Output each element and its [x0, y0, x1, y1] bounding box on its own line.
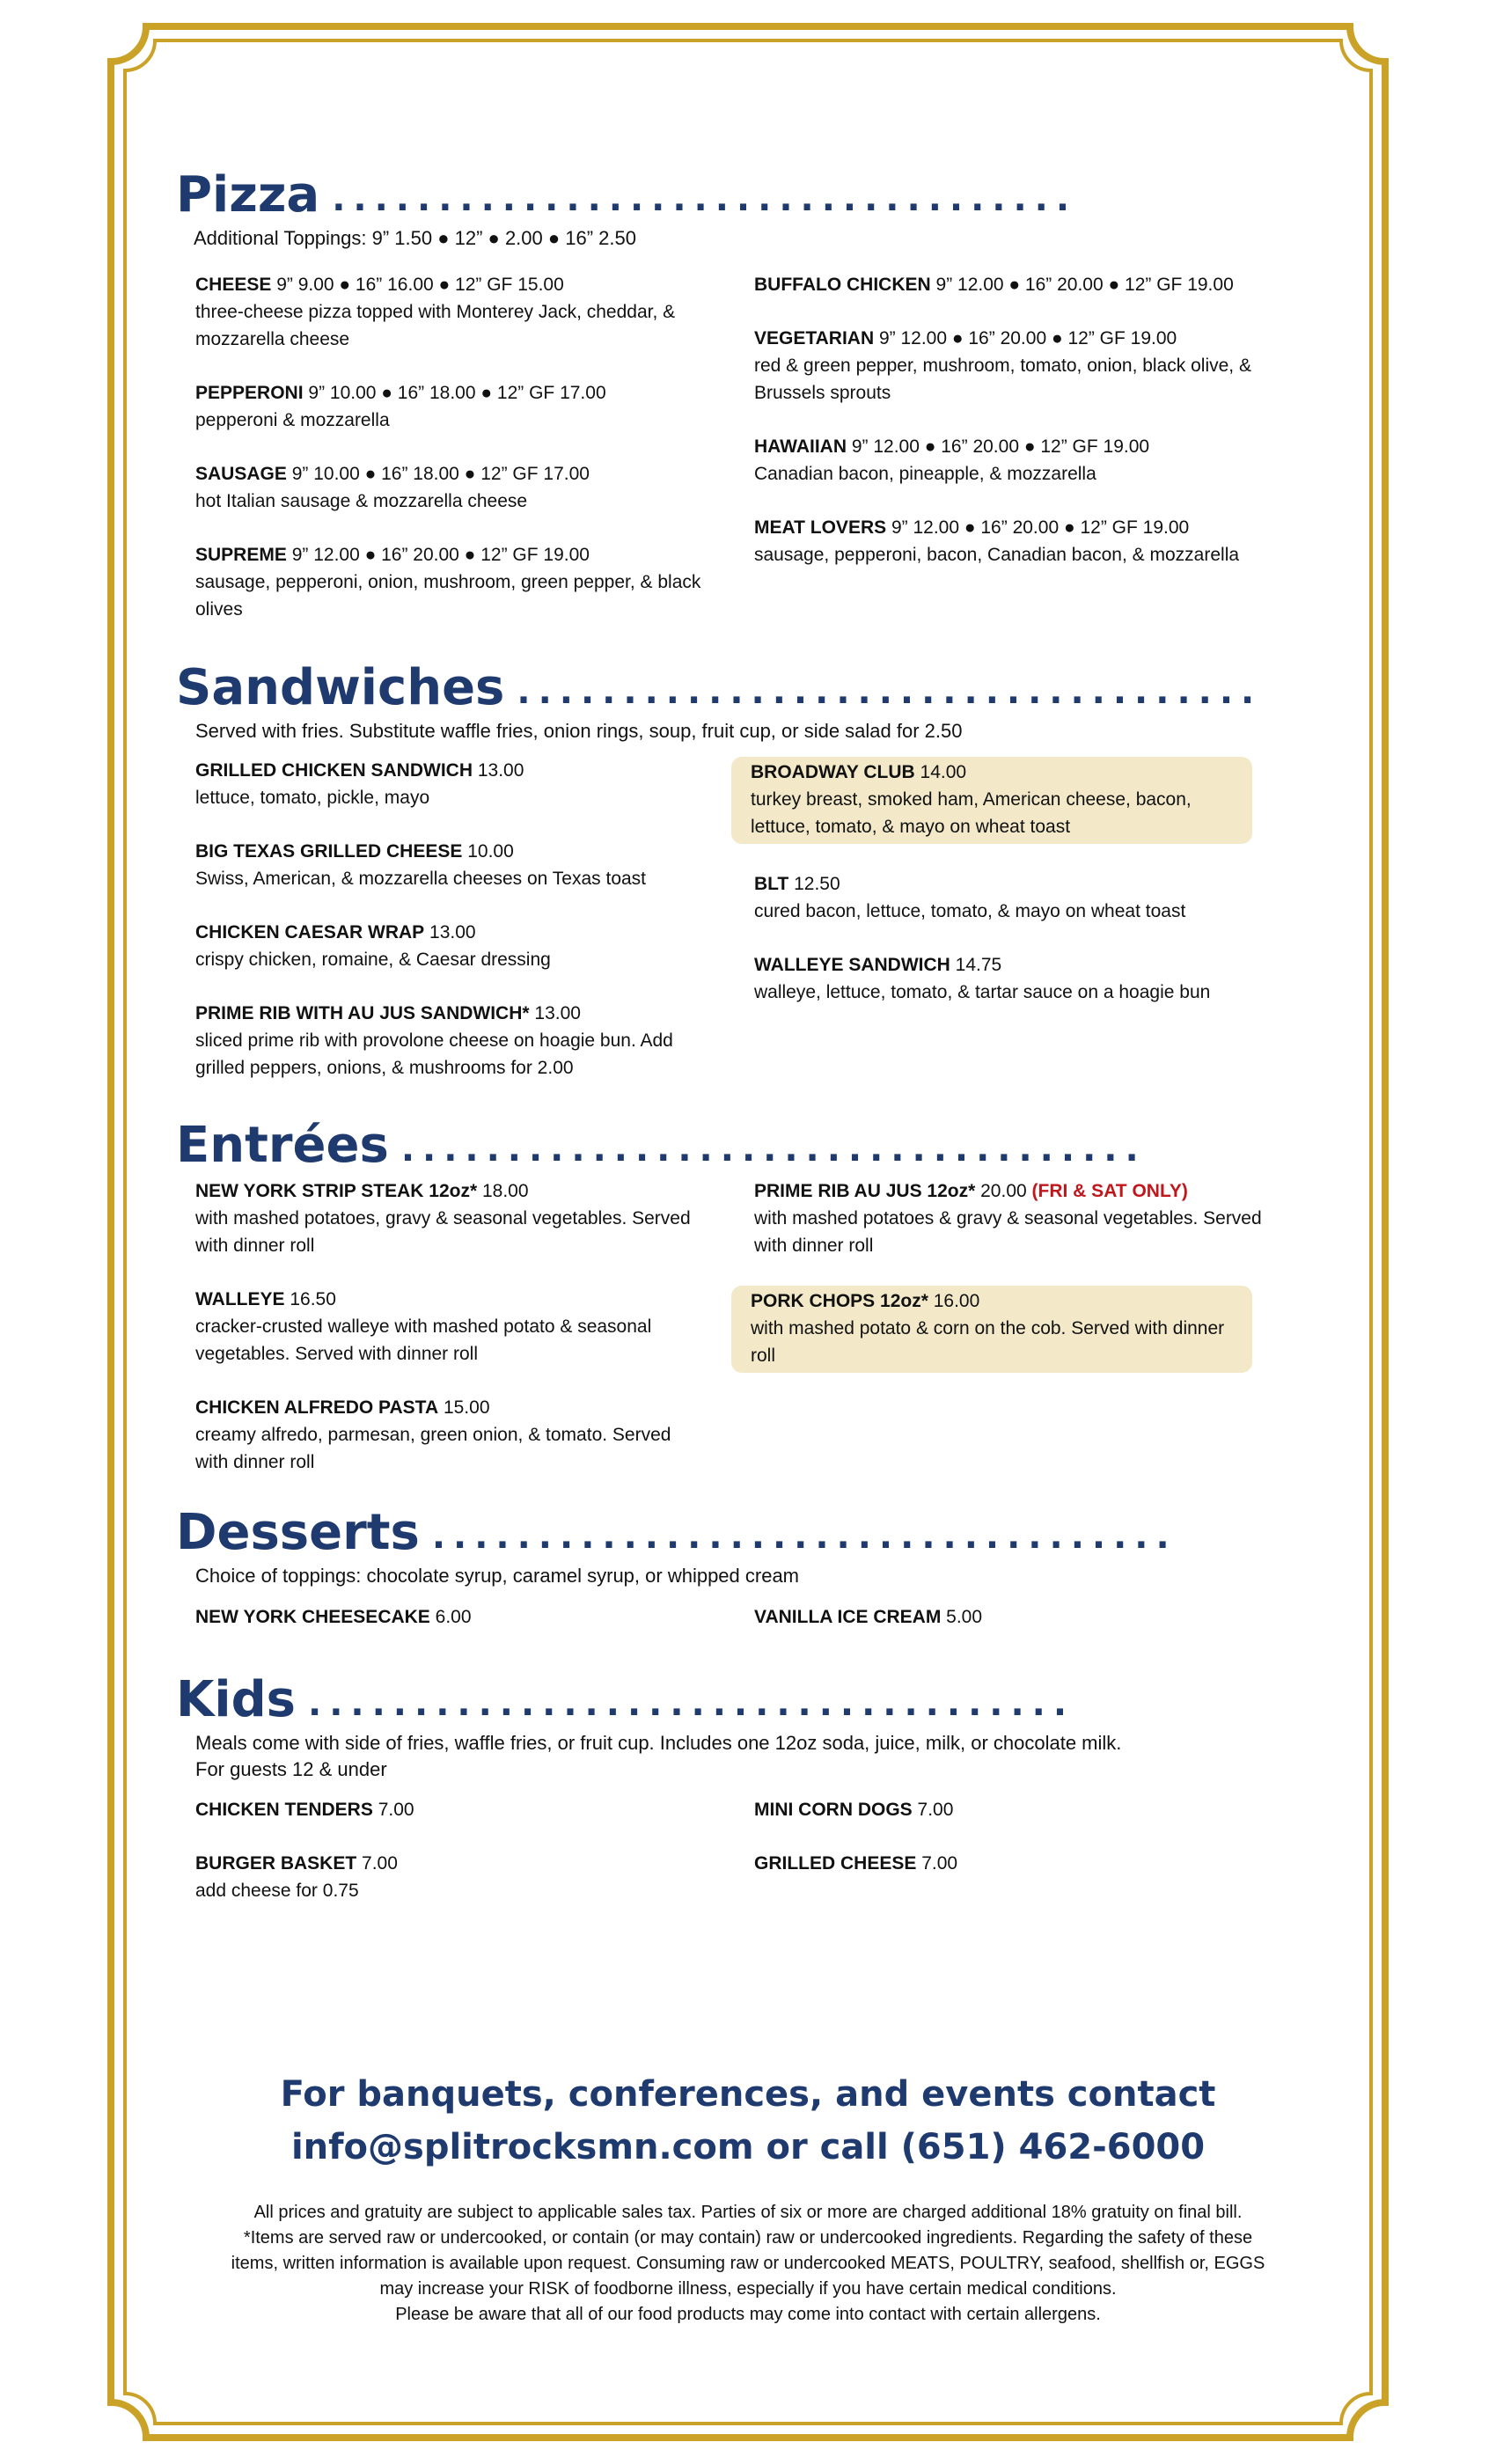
desserts-toppings-note: Choice of toppings: chocolate syrup, caramel syrup, or whipped cream [195, 1565, 800, 1587]
sandwiches-sides-note: Served with fries. Substitute waffle fries, onion rings, soup, fruit cup, or side salad for 2.50 [195, 720, 963, 742]
disclaimer-line: may increase your RISK of foodborne illness, especially if you have certain medical conditions. [379, 2279, 1117, 2299]
contact-line-1: For banquets, conferences, and events contact [280, 2074, 1216, 2115]
entrees-left-column [176, 1177, 726, 1502]
kids-title: Kids [176, 1671, 297, 1725]
desserts-heading [176, 1487, 1285, 1558]
contact-line-2[interactable]: info@splitrocksmn.com or call (651) 462-6000 [290, 2127, 1206, 2167]
pizza-right-column [735, 271, 1285, 649]
dot-leader: ................................... [332, 181, 1078, 219]
availability-note: (FRI & SAT ONLY) [1031, 1181, 1188, 1201]
disclaimer-line: *Items are served raw or undercooked, or contain (or may contain) raw or undercooked ingredients. Regarding the safety of these [243, 2228, 1253, 2248]
disclaimer-line: All prices and gratuity are subject to applicable sales tax. Parties of six or more are charged additional 18% gratuity on final bill. [253, 2203, 1243, 2222]
pizza-left-column [176, 271, 726, 649]
kids-meal-note: Meals come with side of fries, waffle fries, or fruit cup. Includes one 12oz soda, juice, milk, or chocolate milk. For guests 12 & under [195, 1732, 1122, 1780]
menu-item-prime-rib-au-jus: PRIME RIB AU JUS 12oz* 20.00 (FRI & SAT ONLY) with mashed potatoes & gravy & seasonal vegetables. Served with dinner roll [754, 1181, 1262, 1256]
disclaimer-line: Please be aware that all of our food products may come into contact with certain allergens. [395, 2305, 1101, 2324]
pizza-heading [176, 150, 1285, 220]
menu-item-pepperoni-pizza: PEPPERONI 9” 10.00 ● 16” 18.00 ● 12” GF 17.00 pepperoni & mozzarella [195, 382, 606, 430]
kids-right-column [735, 1796, 1285, 1931]
desserts-right-column [735, 1603, 1285, 1657]
events-contact [0, 2068, 1496, 2174]
entrees-right-column [735, 1177, 1285, 1502]
menu-item-buffalo-chicken-pizza: BUFFALO CHICKEN 9” 12.00 ● 16” 20.00 ● 12” GF 19.00 [754, 274, 1234, 295]
menu-item-sausage-pizza: SAUSAGE 9” 10.00 ● 16” 18.00 ● 12” GF 17.00 hot Italian sausage & mozzarella cheese [195, 463, 590, 511]
menu-item-big-texas-grilled-cheese: BIG TEXAS GRILLED CHEESE 10.00 Swiss, American, & mozzarella cheeses on Texas toast [195, 840, 647, 889]
menu-item-pork-chops-featured: PORK CHOPS 12oz* 16.00 with mashed potato & corn on the cob. Served with dinner roll [731, 1286, 1252, 1373]
entrees-heading [176, 1100, 1285, 1170]
menu-item-meat-lovers-pizza: MEAT LOVERS 9” 12.00 ● 16” 20.00 ● 12” GF 19.00 sausage, pepperoni, bacon, Canadian bacon, & mozzarella [754, 517, 1240, 565]
menu-item-walleye-entree: WALLEYE 16.50 cracker-crusted walleye with mashed potato & seasonal vegetables. Served with dinner roll [195, 1289, 652, 1364]
menu-item-hawaiian-pizza: HAWAIIAN 9” 12.00 ● 16” 20.00 ● 12” GF 19.00 Canadian bacon, pineapple, & mozzarella [754, 436, 1150, 484]
dot-leader: ................................... [517, 674, 1263, 712]
menu-item-blt: BLT 12.50 cured bacon, lettuce, tomato, & mayo on wheat toast [754, 873, 1186, 921]
sandwiches-right-column [735, 757, 1285, 1108]
entrees-title: Entrées [176, 1117, 389, 1170]
desserts-section [176, 1487, 1285, 1657]
menu-item-new-york-cheesecake: NEW YORK CHEESECAKE 6.00 [195, 1606, 472, 1627]
menu-item-mini-corn-dogs: MINI CORN DOGS 7.00 [754, 1800, 954, 1821]
menu-item-prime-rib-sandwich: PRIME RIB WITH AU JUS SANDWICH* 13.00 sliced prime rib with provolone cheese on hoagie bun. Add grilled peppers, onions, & mushrooms for 2.00 [195, 1002, 673, 1078]
pizza-toppings-note: Additional Toppings: 9” 1.50 ● 12” ● 2.00 ● 16” 2.50 [194, 227, 637, 249]
menu-item-supreme-pizza: SUPREME 9” 12.00 ● 16” 20.00 ● 12” GF 19.00 sausage, pepperoni, onion, mushroom, green pepper, & black olives [195, 544, 701, 620]
pizza-title: Pizza [176, 166, 320, 220]
sandwiches-section [176, 642, 1285, 1108]
menu-item-new-york-strip-steak: NEW YORK STRIP STEAK 12oz* 18.00 with mashed potatoes, gravy & seasonal vegetables. Served with dinner roll [195, 1181, 691, 1256]
kids-left-column [176, 1796, 726, 1931]
dot-leader: .................................... [308, 1686, 1075, 1724]
menu-item-cheese-pizza: CHEESE 9” 9.00 ● 16” 16.00 ● 12” GF 15.00 three-cheese pizza topped with Monterey Jack, cheddar, & mozzarella cheese [195, 274, 676, 349]
dot-leader: ................................... [400, 1132, 1147, 1170]
desserts-title: Desserts [176, 1504, 420, 1558]
menu-item-grilled-chicken-sandwich: GRILLED CHICKEN SANDWICH 13.00 lettuce, tomato, pickle, mayo [195, 759, 524, 808]
entrees-section [176, 1100, 1285, 1502]
kids-heading [176, 1654, 1285, 1725]
sandwiches-left-column [176, 757, 726, 1108]
sandwiches-title: Sandwiches [176, 659, 505, 713]
kids-section [176, 1654, 1285, 1931]
menu-item-walleye-sandwich: WALLEYE SANDWICH 14.75 walleye, lettuce, tomato, & tartar sauce on a hoagie bun [754, 954, 1211, 1002]
dot-leader: ................................... [431, 1519, 1177, 1557]
menu-item-broadway-club-featured: BROADWAY CLUB 14.00 turkey breast, smoked ham, American cheese, bacon, lettuce, tomato, & mayo on wheat toast [731, 757, 1252, 844]
menu-item-vanilla-ice-cream: VANILLA ICE CREAM 5.00 [754, 1606, 983, 1627]
menu-item-kids-grilled-cheese: GRILLED CHEESE 7.00 [754, 1853, 958, 1874]
menu-item-chicken-caesar-wrap: CHICKEN CAESAR WRAP 13.00 crispy chicken, romaine, & Caesar dressing [195, 921, 551, 970]
menu-item-chicken-tenders: CHICKEN TENDERS 7.00 [195, 1800, 414, 1821]
desserts-left-column [176, 1603, 726, 1657]
disclaimer-line: items, written information is available upon request. Consuming raw or undercooked MEATS, POULTRY, seafood, shellfish or, EGGS [231, 2254, 1265, 2273]
pizza-section [176, 150, 1285, 649]
legal-disclaimer [176, 2200, 1320, 2328]
menu-item-burger-basket: BURGER BASKET 7.00 add cheese for 0.75 [195, 1853, 398, 1902]
menu-item-vegetarian-pizza: VEGETARIAN 9” 12.00 ● 16” 20.00 ● 12” GF 19.00 red & green pepper, mushroom, tomato, onion, black olive, & Brussels sprouts [754, 327, 1251, 403]
menu-item-chicken-alfredo-pasta: CHICKEN ALFREDO PASTA 15.00 creamy alfredo, parmesan, green onion, & tomato. Served with dinner roll [195, 1397, 671, 1472]
sandwiches-heading [176, 642, 1285, 713]
